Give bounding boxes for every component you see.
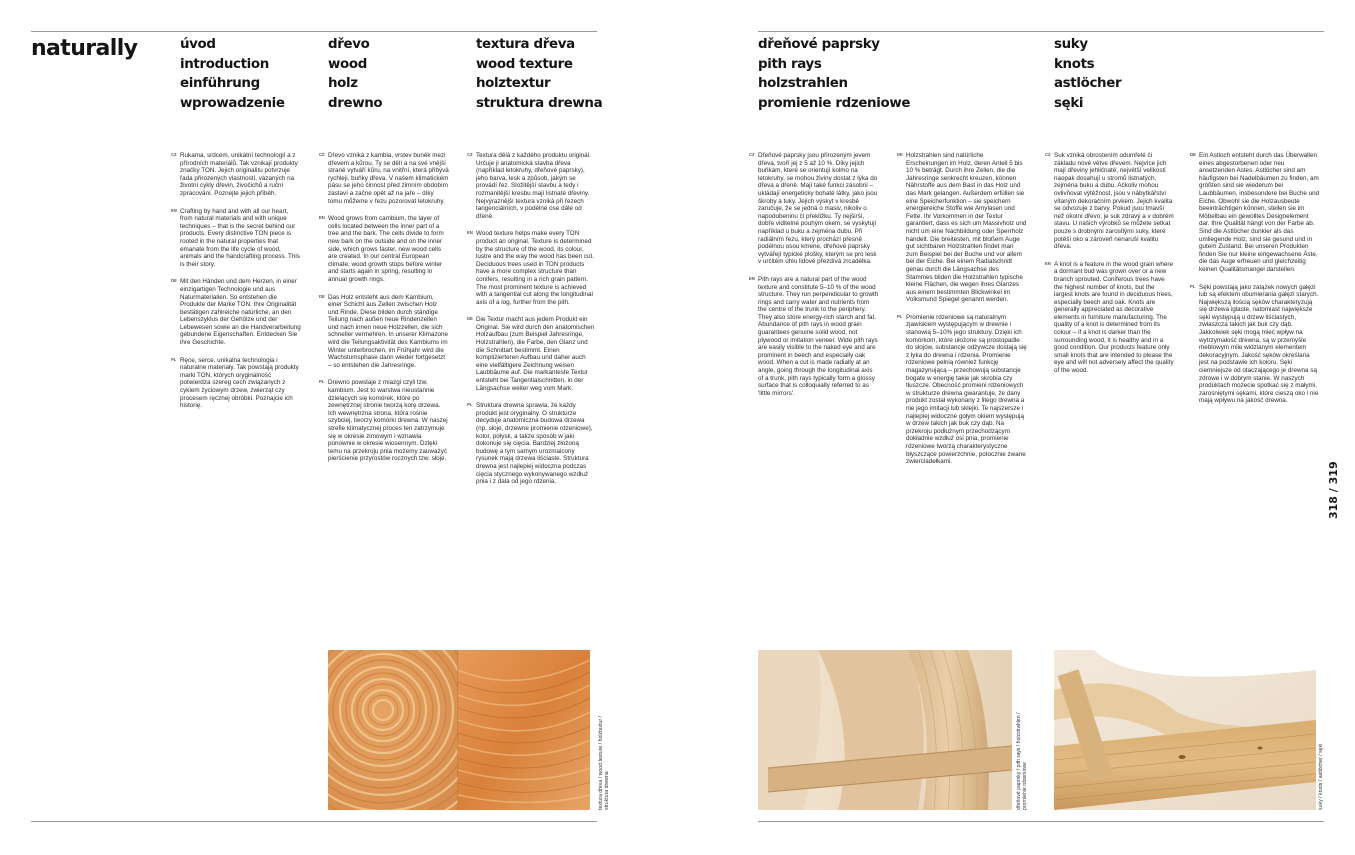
knots-column-1	[1045, 152, 1175, 385]
heading-line: promienie rdzeniowe	[758, 95, 911, 111]
text-block-en	[171, 208, 301, 269]
top-rule-left	[31, 31, 597, 32]
knots-image	[1054, 650, 1316, 810]
caption-line: struktura drewna	[604, 771, 611, 810]
pith-rays-column-1	[749, 152, 879, 407]
heading-pith-rays	[758, 35, 910, 113]
caption-line: dřeňové paprsky / pith rays / holzstrahlen /	[1016, 712, 1022, 810]
text-block-pl	[171, 357, 301, 410]
heading-line: úvod	[180, 37, 216, 52]
text-block-pl	[467, 402, 597, 486]
text-block-en	[467, 230, 597, 306]
heading-intro	[180, 35, 285, 113]
paragraph: Sęki powstają jako zalążek nowych gałęzi lub są efektem obumierania gałęzi starych. Największą ilością sęków charakteryzują się drzewa iglaste, natomiast największe sęki występują u drzew liściastych, zwłaszcza takich jak buk czy dąb. Jakkolwiek sęki mogą mieć wpływ na wytrzymałość drewna, są w przemyśle meblowym mile widzianym elementem dekoracyjnym. Jakość sęków określana jest na podstawie ich koloru. Sęki ciemniejsze od otaczającego je drewna są zdrowe i w dobrym stanie. W naszych produktach możecie spotkać się z małymi, zarośniętymi sękami, które cieszą oko i nie mają wpływu na jakość drewna.	[1199, 283, 1319, 405]
heading-line: einführung	[180, 76, 260, 92]
heading-knots	[1054, 35, 1121, 113]
caption-line: promienie rdzeniowe	[1022, 762, 1029, 810]
caption-wood-texture	[598, 694, 610, 810]
pith-rays-image	[758, 650, 1012, 810]
knots-photo	[1054, 650, 1316, 810]
heading-wood	[328, 35, 382, 113]
pith-rays-photo	[758, 650, 1012, 810]
texture-column	[467, 152, 597, 496]
wood-column	[319, 152, 449, 473]
text-block-de	[171, 278, 301, 346]
text-block-en	[749, 276, 879, 398]
caption-pith-rays	[1016, 690, 1028, 810]
caption-line: textura dřeva / wood texture / holztextur /	[598, 716, 604, 810]
lang-tag: EN	[171, 207, 177, 213]
heading-line: introduction	[180, 56, 269, 72]
caption-knots	[1318, 728, 1324, 810]
heading-line: suky	[1054, 37, 1088, 52]
heading-texture	[476, 35, 602, 113]
text-block-pl	[1190, 284, 1320, 406]
text-block-pl	[897, 314, 1027, 466]
text-block-de	[897, 152, 1027, 304]
paragraph: A knot is a feature in the wood grain where a dormant bud was grown over or a new branch sprouted. Coniferous trees have the highest number of knots, but the largest knots are found in deciduous trees, especially beech and oak. Knots are generally appreciated as decorative elements in furniture manufacturing. The quality of a knot is determined from its colour – if a knot is darker than the surrounding wood, it is healthy and in a good condition. Our products feature only small knots that are intended to please the eye and will not adversely affect the quality of the wood.	[1054, 260, 1174, 375]
paragraph: Mit den Händen und dem Herzen, in einer einzigartigen Technologie und aus Naturmaterialien. So entstehen die Produkte der Marke TON. Ihre Originalität bestätigen zahlreiche natürliche, an den Lebenszyklus der Gehölze und der Lebewesen sowie an die Handverarbeitung gebundene Eigenschaften. Entdecken Sie ihre Geschichte.	[180, 278, 301, 347]
lang-tag: EN	[319, 215, 325, 221]
text-block-de	[1190, 152, 1320, 274]
lang-tag: CZ	[467, 152, 473, 157]
lang-tag: CZ	[1045, 152, 1051, 157]
heading-line: holz	[328, 76, 358, 92]
knot-mark	[1179, 755, 1186, 759]
paragraph: Pith rays are a natural part of the wood texture and constitute 5–10 % of the wood structure. They run perpendicular to growth rings and carry water and nutrients from the centre of the trunk to the periphery. They also store energy-rich starch and fat. Abundance of pith rays in wood grain guarantees genuine solid wood, not plywood or imitation veneer. Wide pith rays are easily visible to the naked eye and are prominent in beech and especially oak wood. When a cut is made radially at an angle, going through the longitudinal axis of a trunk, pith rays typically form a glossy surface that is colloquially referred to as 'little mirrors'.	[758, 275, 879, 397]
text-block-de	[319, 294, 449, 370]
heading-line: dřeňové paprsky	[758, 37, 880, 52]
paragraph: Suk vzniká obrostením odumřelé či základu nové větve dřevem. Nejvíce jich mají dřeviny jehličnaté, největší velikosti naopak dosahují u stromů listnatých, zejména buku a dubu. Ačkoliv mohou ovlivňovat výtěžnost, jsou v nábytkářství vítaným dekoračním prvkem. Jejich kvalita se odvozuje z barvy. Pokud jsou tmavší než okolní dřevo, je suk zdravý a v dobrém stavu. U našich výrobků se můžete setkat pouze s drobnými zarostlými suky, které potěší oko a zároveň nenaruší kvalitu dřeva.	[1054, 152, 1174, 251]
lang-tag: DE	[467, 316, 473, 322]
bottom-rule-right	[758, 821, 1324, 822]
text-block-de	[467, 316, 597, 392]
top-rule-right	[758, 31, 1324, 32]
paragraph: Rukama, srdcem, unikátní technologií a z přírodních materiálů. Tak vznikají produkty značky TON. Jejich originalitu potvrzuje řada přirozených vlastností, vázaných na životní cykly dřevin, živočichů a ruční zpracování. Poznejte jejich příběh.	[180, 152, 298, 197]
caption-line: suky / knots / astlöcher / sęki	[1318, 743, 1324, 810]
pith-rays-column-2	[897, 152, 1027, 476]
heading-line: drewno	[328, 95, 383, 111]
heading-line: wprowadzenie	[180, 95, 285, 111]
wood-texture-image	[328, 650, 590, 810]
brand-logo: naturally	[31, 36, 138, 61]
paragraph: Textura dělá z každého produktu originál. Určuje ji anatomická stavba dřeva (například letokruhy, dřeňové paprsky), jeho barva, lesk a způsob, jakým se provádí řez. Složitější stavbu a tedy i rozmanitější kresbu mají listnaté dřeviny. Nejvýraznější textura vzniká při řezech tangenciálních, v podélné ose dále od dřeně.	[476, 152, 591, 220]
heading-line: textura dřeva	[476, 37, 575, 52]
text-block-cz	[319, 152, 449, 205]
heading-line: knots	[1054, 56, 1095, 72]
heading-line: holztextur	[476, 76, 551, 92]
paragraph: Die Textur macht aus jedem Produkt ein Original. Sie wird durch den anatomischen Holzaufbau (zum Beispiel Jahresringe, Holzstrahlen), die Farbe, den Glanz und die Schnittart bestimmt. Einen komplizierteren Aufbau und daher auch eine vielfältigere Zeichnung weisen Laubbäume auf. Die markanteste Textur entsteht bei Tangentialschnitten, in der Längsachse weiter weg vom Mark.	[476, 316, 595, 392]
text-block-en	[1045, 261, 1175, 375]
page-numbers: 318 / 319	[1327, 461, 1340, 519]
paragraph: Drewno powstaje z miazgi czyli tzw. kambium. Jest to warstwa nieustannie dzielących się komórek, które po zewnętrznej stronie tworzą korę drzewa. Ich wewnętrzna strona, która rośnie szybciej, tworzy komórki drewna. W naszej strefie klimatycznej proces ten zatrzymuje się w okresie zimowym i wznawia ponownie w okresie wiosennym. Dzięki temu na przekroju pnia możemy zauważyć pierścienie przyrostów rocznych tzw. słoje.	[328, 379, 448, 463]
lang-tag: EN	[749, 275, 755, 281]
paragraph: Dřeňové paprsky jsou přirozeným jevem dřeva, tvoří jej z 5 až 10 %. Díky jejich buňkám, které se orientují kolmo na letokruhy, se mohou živiny dostat z lýka do dřeva a dřeně. Mají také funkci zásobní – ukládají energeticky bohaté látky, jako jsou škroby a tuky. Jejich výskyt v kresbě zaručuje, že se jedná o masiv, nikoliv o napodobeninu či překližku. Ty nejširší, dobře viditelné pouhým okem, se vyskytují například u buku a zejména dubu. Při radiálním řezu, který prochází přesně podélnou osou kmene, dřeňové paprsky vytvářejí typické plošky, kterým se pro lesk v určitém úhlu lidově přezdívá zrcadélka.	[758, 152, 878, 266]
intro-column	[171, 152, 301, 420]
lang-tag: DE	[897, 152, 903, 157]
lang-tag: EN	[467, 230, 473, 236]
paragraph: Promienie rdzeniowe są naturalnym zjawiskiem występującym w drewnie i stanowią 5–10% jego struktury. Dzięki ich komórkom, które ułożone są prostopadle do słojów, substancje odżywcze dostają się z łyka do drewna i rdzenia. Promienie rdzeniowe pełnią również funkcję magazynującą – przechowują substancje bogate w energię takie jak skrobia czy tłuszcze. Obecność promieni rdzeniowych w strukturze drewna gwarantuje, że dany produkt został wykonany z litego drewna a nie jego imitacji lub sklejki. Te najszersze i najlepiej widoczne gołym okiem występują w drzew takich jak buk czy dąb. Na przekroju podłużnym przechodzącym dokładnie wzdłuż osi pnia, promienie rdzeniowe tworzą charakterystyczne błyszczące powierzchnie, potocznie zwane zwierciadełkami.	[906, 313, 1027, 466]
lang-tag: PL	[171, 356, 177, 362]
lang-tag: CZ	[171, 152, 177, 157]
paragraph: Dřevo vzniká z kambia, vrstev buněk mezi dřevem a kůrou. Ty se dělí a na své vnější straně vytváří kůru, na vnitřní, která přibývá rychleji, buňky dřeva. V našem klimatickém pásu se jeho činnost před zimním obdobím zastaví a začne opět až na jaře – díky tomu můžeme v řezu pozorovat letokruhy.	[328, 152, 449, 205]
paragraph: Das Holz entsteht aus dem Kambium, einer Schicht aus Zellen zwischen Holz und Rinde. Diese bilden durch ständige Teilung nach außen neue Rindenzellen und nach innen neue Holzzellen, die sich schneller vermehren. In unserer Klimazone wird die Teilungsaktivität des Kambiums im Winter unterbrochen, im Frühjahr wird die Wachstumsphase dann wieder fortgesetzt – so entstehen die Jahresringe.	[328, 293, 449, 369]
paragraph: Ein Astloch entsteht durch das Überwallen eines abgestorbenen oder neu ansetzenden Astes. Astlöcher sind am häufigsten bei Nadelbäumen zu finden, am größten sind sie wiederum bei Laubbäumen, insbesondere bei Buche und Eiche. Obwohl sie die Holzausbeute beeinträchtigen können, stellen sie im Möbelbau ein gewolltes Designelement dar. Ihre Qualität hängt von der Farbe ab. Sind die Astlöcher dunkler als das umliegende Holz, sind sie gesund und in gutem Zustand. Bei unseren Produkten finden Sie nur kleine eingewachsene Äste, die das Auge erfreuen und gleichzeitig keinen Qualitätsmangel darstellen.	[1199, 152, 1320, 273]
bottom-rule-left	[31, 821, 597, 822]
paragraph: Crafting by hand and with all our heart, from natural materials and with unique techniques – that is the secret behind our products. Every distinctive TON piece is rooted in the natural properties that emanate from the life cycle of wood, animals and the handcrafting process. This is their story.	[180, 207, 300, 268]
lang-tag: DE	[1190, 152, 1196, 157]
heading-line: holzstrahlen	[758, 76, 848, 92]
text-block-en	[319, 215, 449, 283]
wood-texture-photo	[328, 650, 590, 810]
heading-line: wood texture	[476, 56, 573, 72]
heading-line: pith rays	[758, 56, 822, 72]
knots-column-2	[1190, 152, 1320, 415]
lang-tag: CZ	[749, 152, 755, 157]
lang-tag: PL	[897, 313, 903, 319]
text-block-cz	[171, 152, 301, 198]
paragraph: Wood texture helps make every TON product an original. Texture is determined by the structure of the wood, its colour, lustre and the way the wood has been cut. Deciduous trees used in TON products have a more complex structure than conifers, resulting in a rich grain pattern. The most prominent texture is achieved with a tangential cut along the longitudinal axis of a log, further from the pith.	[476, 230, 594, 306]
paragraph: Ręce, serce, unikalna technologia i naturalne materiały. Tak powstają produkty marki TON, których oryginalność potwierdza szereg cech związanych z cyklem życiowym drzew, zwierząt czy procesem ręcznej obróbki. Poznajcie ich historię.	[180, 356, 299, 410]
paragraph: Struktura drewna sprawia, że każdy produkt jest oryginalny. O strukturze decyduje anatomiczna budowa drzewa (np. słoje, drzewne promienie rdzeniowe), kolor, połysk, a także sposób w jaki dokonuje się cięcia. Bardziej złożoną budowę a tym samym urozmaicony rysunek mają drzewa liściaste. Struktura drewna jest najlepiej widoczna podczas cięcia stycznego wykonywanego wzdłuż pnia i z dala od jego rdzenia.	[476, 402, 593, 486]
paragraph: Holzstrahlen sind natürliche Erscheinungen im Holz, deren Anteil 5 bis 10 % beträgt. Durch ihre Zellen, die die Jahresringe senkrecht kreuzen, können Nährstoffe aus dem Bast in das Holz und das Mark gelangen. Außerdem erfüllen sie eine Speicherfunktion – sie speichern energiereiche Stoffe wie Amylasen und Fette. Ihr Vorkommen in der Textur garantiert, dass es sich um Massivholz und nicht um eine Nachbildung oder Sperrholz handelt. Die breitesten, mit bloßem Auge gut sichtbaren Holzstrahlen findet man zum Beispiel bei der Buche und vor allem bei der Eiche. Bei einem Radialschnitt genau durch die Längsachse des Stammes bilden die Holzstrahlen typische kleine Flächen, die wegen ihres Glanzes aus einem bestimmten Blickwinkel im Volksmund Spiegel genannt werden.	[906, 152, 1027, 304]
lang-tag: PL	[467, 402, 473, 408]
lang-tag: DE	[319, 293, 325, 299]
text-block-cz	[749, 152, 879, 266]
heading-line: wood	[328, 56, 367, 72]
text-block-pl	[319, 379, 449, 463]
heading-line: sęki	[1054, 95, 1084, 111]
lang-tag: EN	[1045, 260, 1051, 266]
lang-tag: DE	[171, 278, 177, 284]
text-block-cz	[1045, 152, 1175, 251]
heading-line: astlöcher	[1054, 76, 1122, 92]
lang-tag: PL	[1190, 283, 1196, 289]
paragraph: Wood grows from cambium, the layer of cells located between the inner part of a tree and the bark. The cells divide to form new bark on the outside and on the inner side, which grows faster, new wood cells are created. In our central European climate, wood growth stops before winter and starts again in spring, resulting in annual growth rings.	[328, 215, 444, 283]
heading-line: dřevo	[328, 37, 370, 52]
heading-line: struktura drewna	[476, 95, 603, 111]
text-block-cz	[467, 152, 597, 220]
lang-tag: PL	[319, 379, 325, 385]
lang-tag: CZ	[319, 152, 325, 157]
